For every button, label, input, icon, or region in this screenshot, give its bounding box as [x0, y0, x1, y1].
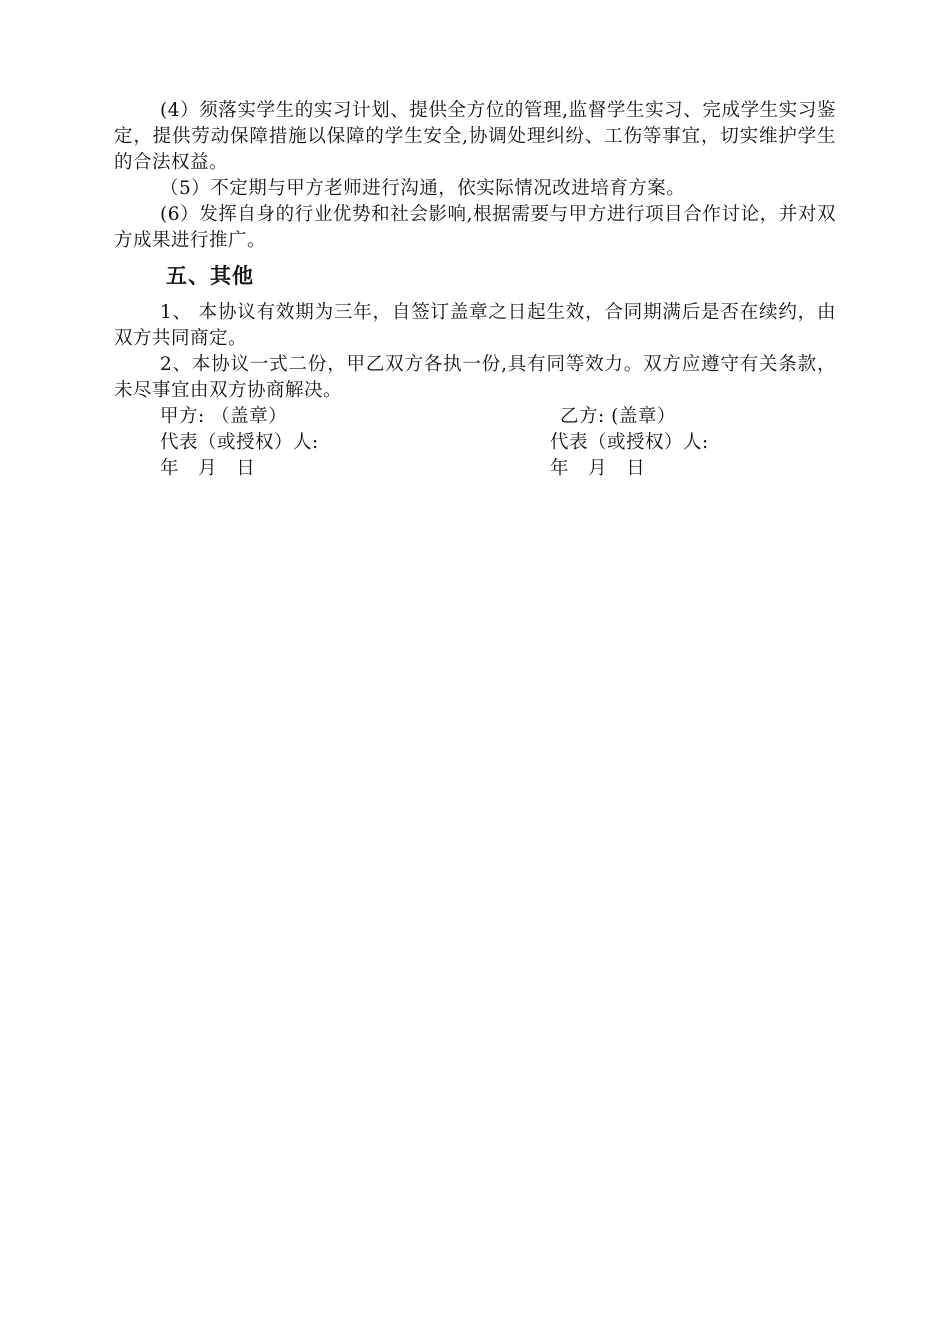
section-heading: 五、其他	[166, 264, 254, 288]
clause-2: 2、本协议一式二份，甲乙双方各执一份,具有同等效力。双方应遵守有关条款，未尽事宜由双方协商解决。	[114, 354, 836, 401]
party-a-date: 年 月 日	[160, 458, 256, 479]
party-b-date: 年 月 日	[550, 458, 646, 479]
signature-row-date	[114, 456, 836, 482]
paragraph-item-4: (4）须落实学生的实习计划、提供全方位的管理,监督学生实习、完成学生实习鉴定，提供劳动保障措施以保障的学生安全,协调处理纠纷、工伤等事宜，切实维护学生的合法权益。	[114, 100, 836, 173]
party-b-seal-label: 乙方: (盖章）	[560, 406, 676, 427]
paragraph-item-6: (6）发挥自身的行业优势和社会影响,根据需要与甲方进行项目合作讨论，并对双方成果进行推广。	[114, 204, 836, 251]
party-b-representative: 代表（或授权）人:	[550, 432, 709, 453]
document-body	[114, 98, 836, 482]
signature-row-seal	[114, 404, 836, 430]
clause-1: 1、 本协议有效期为三年，自签订盖章之日起生效，合同期满后是否在续约，由双方共同商定。	[114, 302, 836, 349]
party-a-seal-label: 甲方: （盖章）	[160, 406, 288, 427]
signature-row-representative	[114, 430, 836, 456]
party-a-representative: 代表（或授权）人:	[160, 432, 319, 453]
paragraph-item-5: （5）不定期与甲方老师进行沟通，依实际情况改进培育方案。	[160, 178, 686, 199]
